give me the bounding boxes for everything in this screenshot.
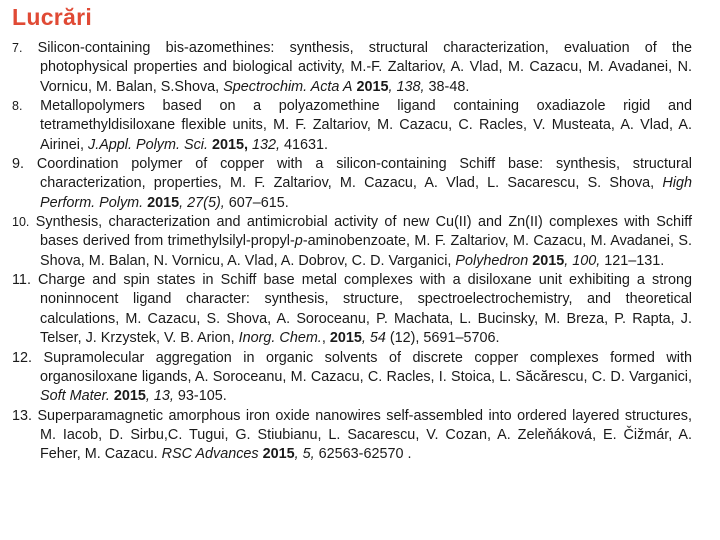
item-number: 10.	[12, 215, 30, 230]
list-item	[12, 349, 692, 407]
item-text: Charge and spin states in Schiff base metal complexes with a disiloxane unit exhibiting a strong noninnocent ligand character: synthesis, structure, spectroelectrochemistry, and theoretical calculations, M. Cazacu, S. Shova, A. Soroceanu, P. Machata, L. Bucinsky, M. Breza, P. Rapta, J. Telser, J. Krzystek, V. B. Arion,	[30, 272, 692, 347]
year: 2015,	[207, 136, 248, 153]
journal-name: RSC Advances	[161, 446, 259, 463]
journal-name: Inorg. Chem.	[238, 330, 322, 347]
journal-name: J.Appl. Polym. Sci.	[88, 136, 208, 153]
pages: 93-105.	[173, 388, 227, 405]
year: 2015	[143, 194, 180, 211]
pages: 38-48.	[424, 78, 470, 95]
list-item	[12, 97, 692, 155]
pages: 121–131.	[600, 252, 665, 269]
volume: 132,	[247, 136, 280, 153]
year: 2015	[528, 252, 565, 269]
pages: 607–615.	[224, 194, 289, 211]
list-item	[12, 155, 692, 213]
journal-name: High Perform. Polym.	[40, 175, 692, 211]
item-number: 12.	[12, 349, 33, 366]
year: 2015	[352, 78, 389, 95]
item-text: Supramolecular aggregation in organic solvents of discrete copper complexes formed with organosiloxane ligands, A. Soroceanu, M. Cazacu, C. Racles, I. Stoica, L. Săcărescu, C. D. Varganici,	[32, 349, 692, 385]
volume: , 13,	[145, 388, 174, 405]
publication-list	[12, 39, 692, 465]
item-number: 13.	[12, 407, 33, 424]
volume: , 27(5),	[179, 194, 225, 211]
item-text: -aminobenzoate, M. F. Zaltariov, M. Cazacu, M. Avadanei, S. Shova, M. Balan, N. Vornicu, A. Vlad, A. Dobrov, C. D. Varganici,	[40, 233, 692, 269]
journal-name: Soft Mater.	[40, 388, 110, 405]
item-text: Silicon-containing bis-azomethines: synthesis, structural characterization, evaluation of the photophysical properties and biological activity, M.-F. Zaltariov, A. Vlad, M. Cazacu, M. Avadanei, N. Vornicu, M. Balan, S.Shova,	[22, 40, 692, 95]
year: 2015	[329, 330, 362, 347]
year: 2015	[258, 446, 295, 463]
pages: 62563-62570 .	[314, 446, 412, 463]
volume: , 100,	[564, 252, 601, 269]
item-number: 7.	[12, 41, 23, 55]
pages: (12), 5691–5706.	[385, 330, 500, 347]
journal-name: Spectrochim. Acta A	[223, 78, 353, 95]
item-text: Coordination polymer of copper with a silicon-containing Schiff base: synthesis, structural characterization, properties, M. F. Zaltariov, M. Cazacu, A. Vlad, L. Sacarescu, S. Shova,	[24, 156, 692, 192]
pages: 41631.	[280, 136, 329, 153]
list-item	[12, 39, 692, 97]
item-text: Superparamagnetic amorphous iron oxide nanowires self-assembled into ordered layered structures, M. Iacob, D. Sirbu,C. Tugui, G. Stiubianu, L. Sacarescu, V. Cozan, A. Zeleňáková, E. Čižmár, A. Feher, M. Cazacu.	[32, 407, 692, 463]
volume: , 138,	[388, 78, 425, 95]
item-text: Synthesis, characterization and antimicrobial activity of new Cu(II) and Zn(II) complexes with Schiff bases derived from trimethylsilyl-propyl-	[29, 214, 692, 250]
journal-name: Polyhedron	[455, 252, 529, 269]
volume: , 54	[361, 330, 386, 347]
year-prefix: ,	[321, 330, 330, 347]
list-item	[12, 271, 692, 348]
page-title: Lucrări	[12, 4, 93, 30]
item-number: 8.	[12, 99, 23, 114]
item-number: 9.	[12, 156, 25, 173]
volume: , 5,	[294, 446, 315, 463]
year: 2015	[109, 388, 146, 405]
list-item	[12, 213, 692, 271]
list-item	[12, 407, 692, 465]
item-text-italic: p	[294, 233, 303, 250]
item-number: 11.	[12, 272, 31, 289]
item-text: Metallopolymers based on a polyazomethine ligand containing oxadiazole rigid and tetramethyldisiloxane flexible units, M. F. Zaltariov, M. Cazacu, C. Racles, V. Musteata, A. Vlad, A. Airinei,	[22, 98, 692, 153]
